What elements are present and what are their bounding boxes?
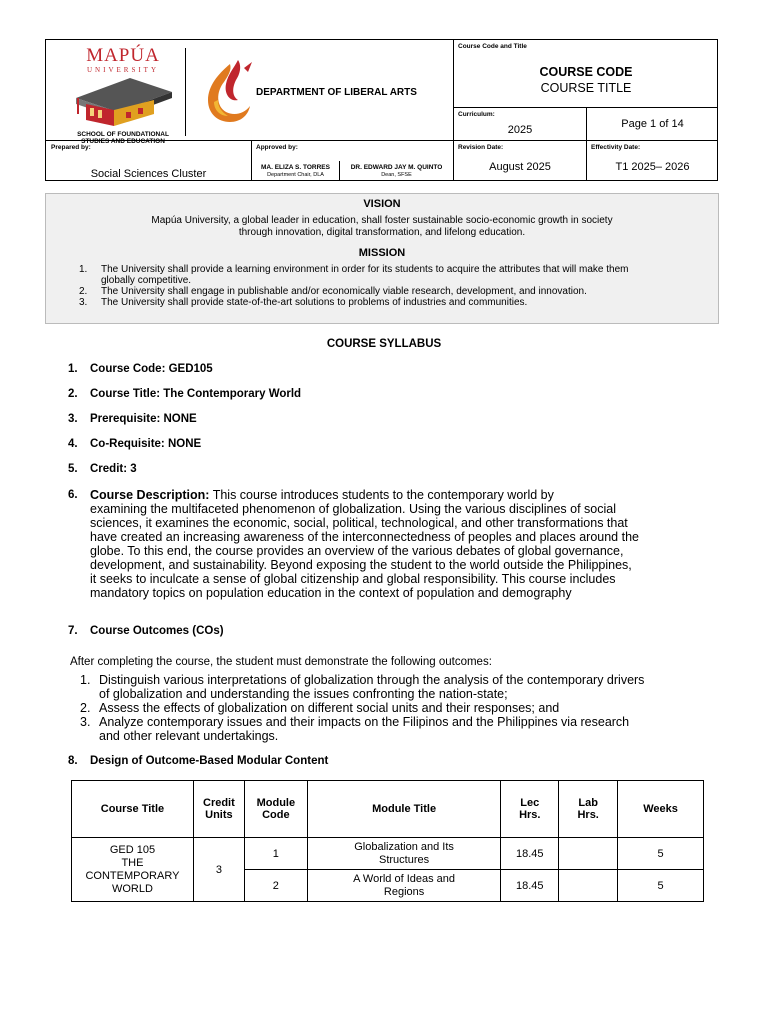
department-name: DEPARTMENT OF LIBERAL ARTS [256,87,417,98]
mission-item: 3. The University shall provide state-of-the-art solutions to problems of industries and communities. [79,297,528,308]
university-logo [64,46,182,145]
weeks-cell: 5 [618,838,704,870]
page-info: Page 1 of 14 [621,118,684,130]
divider [453,40,454,181]
divider [185,48,186,136]
revision-date-label: Revision Date: [458,144,504,151]
prepared-by-label: Prepared by: [51,144,91,151]
course-title: COURSE TITLE [540,81,632,95]
revision-date-value: August 2025 [489,161,551,173]
mission-item: 2. The University shall engage in publishable and/or economically viable research, development, and innovation. [79,286,587,297]
column-header: Weeks [618,781,704,838]
column-header: Lab Hrs. [559,781,618,838]
approver1-role: Department Chair, DLA [267,172,324,178]
column-header: Lec Hrs. [501,781,559,838]
lab-hrs-cell [559,838,618,870]
prepared-by-value: Social Sciences Cluster [90,168,207,180]
vision-mission-box [45,193,719,324]
mission-title: MISSION [358,247,406,259]
outcome-item: 3. Analyze contemporary issues and their impacts on the Filipinos and the Philippines via research and other relevant undertakings. [80,715,630,743]
table-row [72,838,704,870]
column-header: Module Code [244,781,307,838]
department-flame-logo [200,58,256,128]
outcome-item: 1. Distinguish various interpretations of globalization through the analysis of the contemporary drivers of globalization and understanding the issues confronting the nation-state; [80,673,645,701]
vision-title: VISION [363,198,401,210]
syllabus-item-course-code: 1. Course Code: GED105 [68,363,213,375]
document-header [45,39,718,181]
course-description: Course Description: This course introduces students to the contemporary world by examining the multifaceted phenomenon of globalization. Using the various disciplines of social sciences, it examines the economic, social, political, technological, and other transformations that have created an increasing awareness of the interconnectedness of peoples and places around the globe. To this end, the course provides an overview of the various debates of global governance, development, and sustainability. Beyond exposing the student to the world outside the Philippines, it seeks to inculcate a sense of global citizenship and global responsibility. This course includes mandatory topics on population education in the context of population and demography [90,488,639,600]
course-description-number: 6. [68,489,78,501]
school-name-line2: STUDIES AND EDUCATION [81,138,165,145]
lec-hrs-cell: 18.45 [501,870,559,902]
module-code-cell: 1 [244,838,307,870]
credit-units-cell: 3 [193,838,244,902]
approver2-name: DR. EDWARD JAY M. QUINTO [350,164,443,171]
module-code-cell: 2 [244,870,307,902]
school-name-line1: SCHOOL OF FOUNDATIONAL [77,131,169,138]
vision-line1: Mapúa University, a global leader in education, shall foster sustainable socio-economic growth in society [151,215,613,226]
outcomes-list [80,673,705,743]
module-table [71,780,704,902]
lec-hrs-cell: 18.45 [501,838,559,870]
university-sub: UNIVERSITY [87,66,159,74]
approver2-role: Dean, SFSE [381,172,412,178]
course-code: COURSE CODE [539,65,633,79]
mission-list [46,264,718,308]
column-header: Course Title [72,781,194,838]
lab-hrs-cell [559,870,618,902]
syllabus-item-course-title: 2. Course Title: The Contemporary World [68,388,302,400]
module-title-cell: Globalization and Its Structures [307,838,500,870]
module-title-cell: A World of Ideas and Regions [307,870,500,902]
mission-item: 1. The University shall provide a learning environment in order for its students to acquire the attributes that will make them [79,264,629,275]
vision-line2: through innovation, digital transformation, and lifelong education. [238,227,526,238]
syllabus-item-credit: 5. Credit: 3 [68,463,137,475]
column-header: Credit Units [193,781,244,838]
design-heading: 8. Design of Outcome-Based Modular Content [68,755,329,767]
course-description-label: Course Description: [90,488,210,502]
approved-by-label: Approved by: [256,144,298,151]
weeks-cell: 5 [618,870,704,902]
syllabus-title: COURSE SYLLABUS [326,338,442,350]
syllabus-item-corequisite: 4. Co-Requisite: NONE [68,438,202,450]
mission-item: globally competitive. [101,275,192,286]
table-header-row [72,781,704,838]
effectivity-date-label: Effectivity Date: [591,144,641,151]
graduation-cap-icon [68,74,178,126]
curriculum-value: 2025 [507,124,533,136]
course-title-cell: GED 105 THE CONTEMPORARY WORLD [72,838,194,902]
university-name: MAPÚA [86,45,160,66]
effectivity-date-value: T1 2025– 2026 [615,161,690,173]
course-outcomes-heading: 7. Course Outcomes (COs) [68,625,224,637]
outcome-item: 2. Assess the effects of globalization on different social units and their responses; and [80,701,560,715]
outcomes-intro: After completing the course, the student must demonstrate the following outcomes: [70,656,492,668]
curriculum-label: Curriculum: [458,111,495,118]
syllabus-item-prerequisite: 3. Prerequisite: NONE [68,413,197,425]
column-header: Module Title [307,781,500,838]
approver1-name: MA. ELIZA S. TORRES [261,164,330,171]
course-code-title-label: Course Code and Title [458,43,527,50]
